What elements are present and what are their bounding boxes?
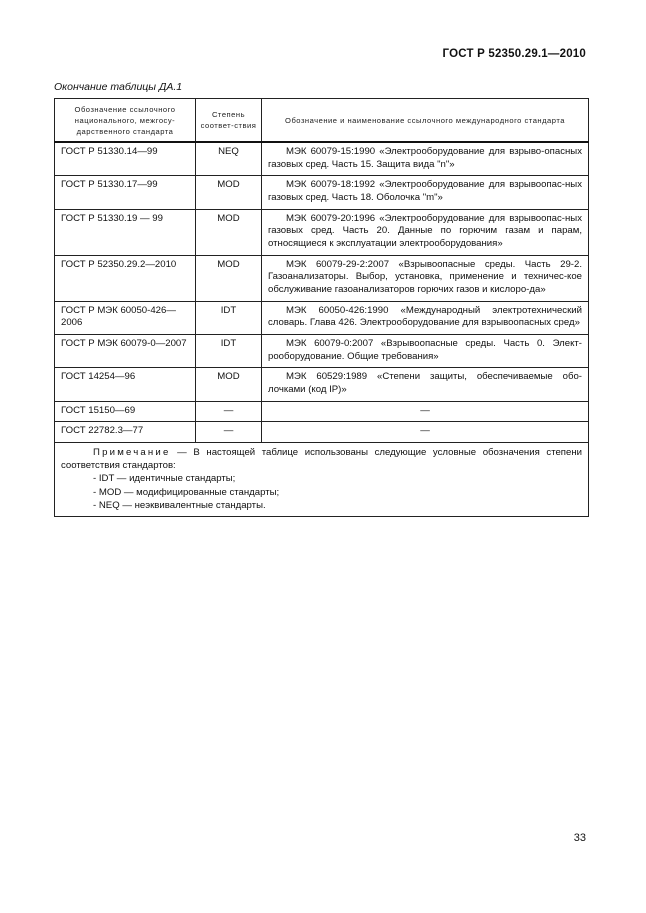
cell-degree: MOD: [196, 209, 262, 255]
note-text: — В настоящей таблице использованы следующие условные обозначения степени соответствия стандартов:: [61, 446, 583, 472]
note-item: - MOD — модифицированные стандарты;: [93, 486, 280, 498]
note-label: Примечание: [93, 446, 171, 458]
cell-degree: MOD: [196, 176, 262, 209]
document-code: ГОСТ Р 52350.29.1—2010: [442, 48, 586, 60]
cell-national: ГОСТ Р 52350.29.2—2010: [55, 255, 196, 301]
table-row: [55, 301, 589, 334]
table-row: [55, 255, 589, 301]
column-header-international: Обозначение и наименование ссылочного международного стандарта: [262, 99, 589, 143]
table-row: [55, 334, 589, 367]
table-row: [55, 142, 589, 176]
page-number: 33: [573, 832, 586, 844]
cell-international: МЭК 60079-0:2007 «Взрывоопасные среды. Часть 0. Элект-рооборудование. Общие требования»: [262, 334, 589, 367]
cell-national: ГОСТ Р 51330.14—99: [55, 142, 196, 176]
cell-international: МЭК 60050-426:1990 «Международный электротехнический словарь. Глава 426. Электрооборудование для взрывоопасных сред»: [262, 301, 589, 334]
column-header-national: Обозначение ссылочного национального, межгосу-дарственного стандарта: [55, 99, 196, 143]
cell-degree: MOD: [196, 368, 262, 401]
cell-international: —: [262, 401, 589, 422]
table-caption: Окончание таблицы ДА.1: [54, 81, 183, 93]
cell-national: ГОСТ Р МЭК 60079-0—2007: [55, 334, 196, 367]
note-item: - IDT — идентичные стандарты;: [93, 473, 236, 485]
cell-degree: IDT: [196, 334, 262, 367]
cell-national: ГОСТ Р МЭК 60050-426—2006: [55, 301, 196, 334]
table-note-row: [55, 442, 589, 516]
cell-international: МЭК 60529:1989 «Степени защиты, обеспечиваемые обо-лочками (код IP)»: [262, 368, 589, 401]
cell-national: ГОСТ Р 51330.17—99: [55, 176, 196, 209]
cell-degree: MOD: [196, 255, 262, 301]
cell-international: МЭК 60079-20:1996 «Электрооборудование для взрывоопас-ных газовых сред. Часть 20. Данные по горючим газам и парам, относящиеся к эксплуатации электрооборудования»: [262, 209, 589, 255]
cell-international: МЭК 60079-15:1990 «Электрооборудование для взрыво-опасных газовых сред. Часть 15. Защита вида "n"»: [262, 142, 589, 176]
column-header-degree: Степень соответ-ствия: [196, 99, 262, 143]
cell-international: МЭК 60079-29-2:2007 «Взрывоопасные среды. Часть 29-2. Газоанализаторы. Выбор, установка, применение и техничес-кое обслуживание газоанализаторов горючих газов и кислоро-да»: [262, 255, 589, 301]
cell-degree: —: [196, 401, 262, 422]
cell-national: ГОСТ 15150—69: [55, 401, 196, 422]
cell-degree: NEQ: [196, 142, 262, 176]
standards-table: [54, 98, 589, 517]
table-row: [55, 209, 589, 255]
table-header-row: [55, 99, 589, 143]
cell-degree: —: [196, 422, 262, 443]
table-note: [55, 442, 589, 516]
table-row: [55, 368, 589, 401]
cell-international: МЭК 60079-18:1992 «Электрооборудование для взрывоопас-ных газовых сред. Часть 18. Оболочка "m"»: [262, 176, 589, 209]
cell-national: ГОСТ 14254—96: [55, 368, 196, 401]
table-row: [55, 422, 589, 443]
cell-national: ГОСТ Р 51330.19 — 99: [55, 209, 196, 255]
cell-national: ГОСТ 22782.3—77: [55, 422, 196, 443]
note-intro: [61, 446, 582, 472]
table-row: [55, 176, 589, 209]
note-item: - NEQ — неэквивалентные стандарты.: [93, 499, 266, 511]
cell-international: —: [262, 422, 589, 443]
cell-degree: IDT: [196, 301, 262, 334]
table-row: [55, 401, 589, 422]
